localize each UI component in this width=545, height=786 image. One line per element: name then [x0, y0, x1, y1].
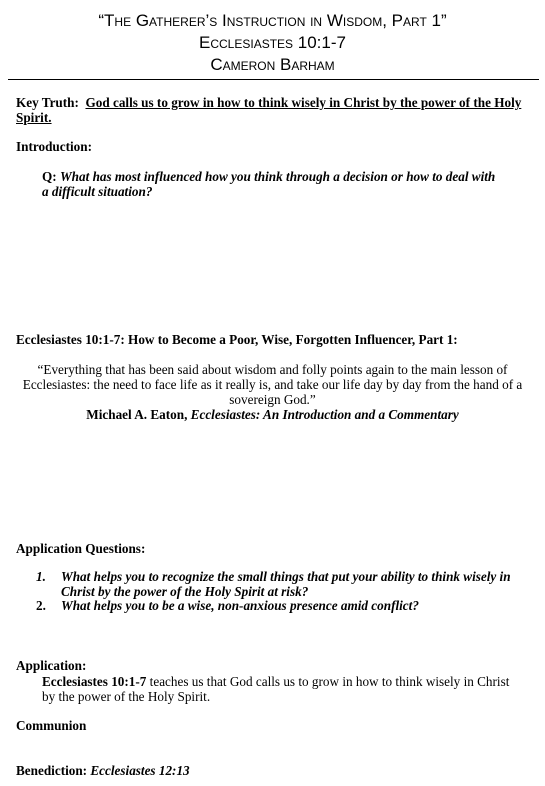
- benediction-reference: Ecclesiastes 12:13: [90, 763, 190, 778]
- main-section-heading: Ecclesiastes 10:1-7: How to Become a Poor, Wise, Forgotten Influencer, Part 1:: [16, 332, 458, 347]
- quote-author: Michael A. Eaton,: [86, 407, 188, 422]
- introduction-heading: Introduction:: [16, 139, 92, 154]
- list-item: [36, 570, 515, 599]
- eaton-quote: “Everything that has been said about wisdom and folly points again to the main lesson of Ecclesiastes: the need to face life as it really is, and take our life day by day from the hand of a sovereign God.”: [22, 362, 523, 407]
- document-header: [0, 0, 545, 76]
- benediction-label: Benediction:: [16, 763, 88, 778]
- application-questions-list: [36, 570, 515, 614]
- question-label: Q:: [42, 169, 57, 184]
- list-item-text: What helps you to recognize the small things that put your ability to think wisely in Christ by the power of the Holy Spirit at risk?: [61, 569, 511, 599]
- sermon-title: “The Gatherer’s Instruction in Wisdom, Part 1”: [98, 11, 447, 30]
- application-questions-heading: Application Questions:: [16, 541, 146, 556]
- application-body: teaches us that God calls us to grow in how to think wisely in Christ by the power of the Holy Spirit.: [42, 674, 510, 704]
- key-truth-label: Key Truth:: [16, 95, 79, 110]
- application-text: [42, 674, 515, 704]
- application-reference: Ecclesiastes 10:1-7: [42, 674, 147, 689]
- list-item-number: 2.: [36, 598, 46, 613]
- benediction: [16, 763, 525, 778]
- introduction-question: [42, 169, 505, 199]
- key-truth: [16, 95, 525, 125]
- list-item-number: 1.: [36, 569, 46, 584]
- communion-heading: Communion: [16, 718, 87, 733]
- quote-attribution: [14, 407, 531, 422]
- quote-book: Ecclesiastes: An Introduction and a Commentary: [190, 407, 459, 422]
- scripture-reference: Ecclesiastes 10:1-7: [199, 33, 346, 52]
- header-divider: [8, 79, 539, 80]
- list-item-text: What helps you to be a wise, non-anxious presence amid conflict?: [61, 598, 419, 613]
- list-item: [36, 599, 515, 614]
- question-text: What has most influenced how you think through a decision or how to deal with a difficult situation?: [42, 169, 496, 199]
- speaker-name: Cameron Barham: [210, 55, 335, 74]
- application-heading: Application:: [16, 658, 87, 673]
- key-truth-text: God calls us to grow in how to think wisely in Christ by the power of the Holy Spirit.: [16, 95, 522, 125]
